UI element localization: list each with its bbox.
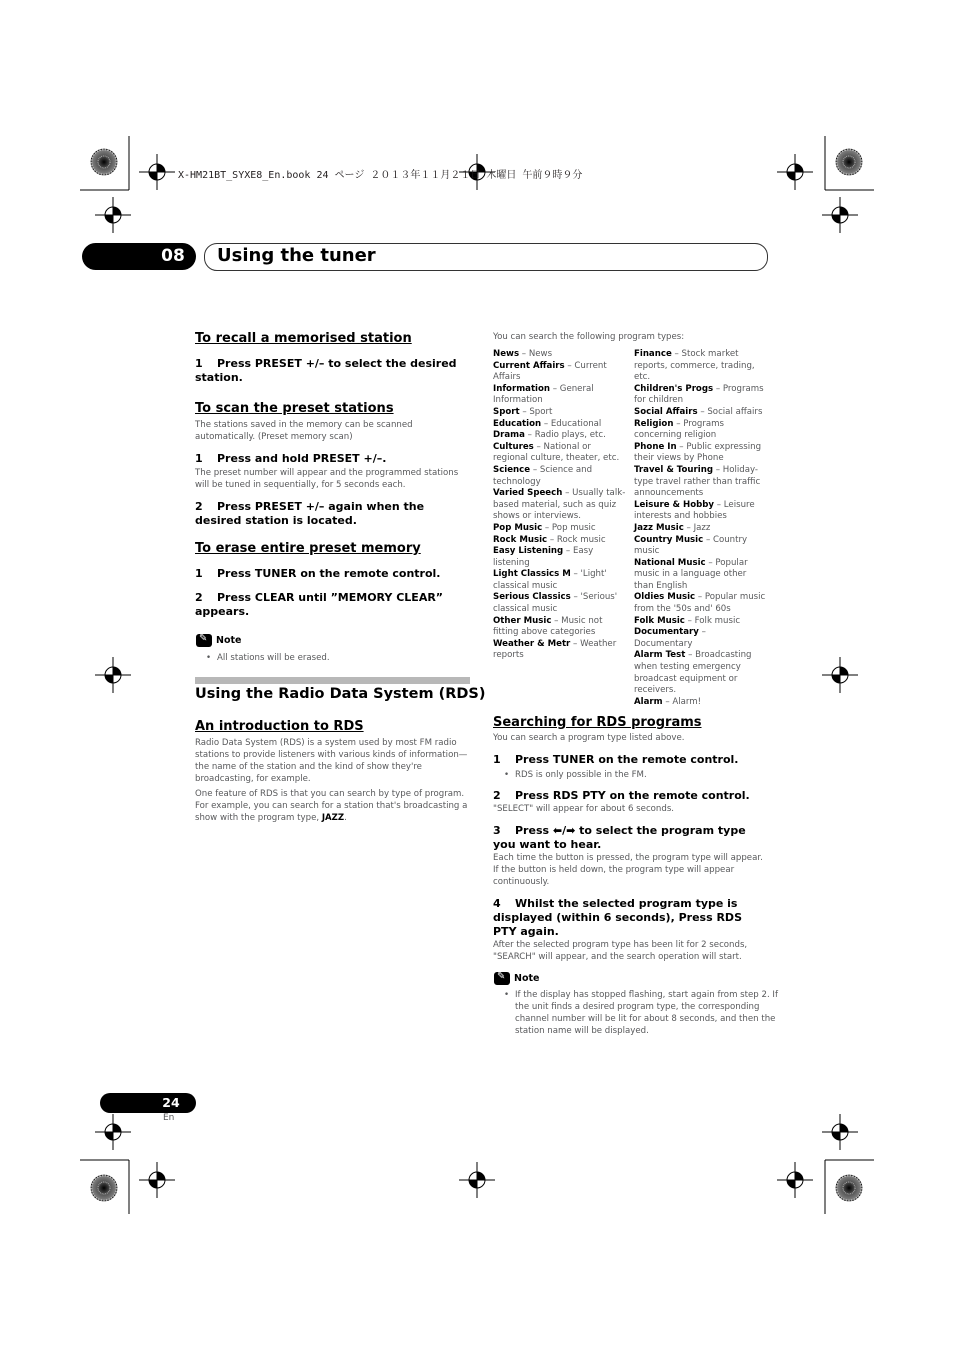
recall-step-1: 1 Press PRESET +/– to select the desired station. bbox=[195, 357, 457, 384]
program-type-name: Information bbox=[493, 383, 551, 394]
program-type-item bbox=[634, 592, 767, 615]
program-type-description: – 'Light' classical music bbox=[493, 569, 607, 591]
program-type-name: Drama bbox=[493, 430, 525, 441]
erase-step-2: 2 Press CLEAR until ”MEMORY CLEAR” appears. bbox=[195, 591, 444, 618]
erase-step-1: 1 Press TUNER on the remote control. bbox=[195, 567, 441, 580]
erase-heading: To erase entire preset memory bbox=[195, 541, 421, 556]
program-type-item bbox=[493, 546, 626, 569]
program-type-name: Other Music bbox=[493, 615, 552, 626]
program-type-description: – Jazz bbox=[683, 522, 711, 533]
program-type-description: – Holiday-type travel rather than traffic announcements bbox=[634, 464, 761, 499]
rds-intro-heading: An introduction to RDS bbox=[195, 719, 364, 734]
program-type-item bbox=[634, 442, 767, 465]
program-type-list-1 bbox=[493, 349, 626, 662]
program-type-item bbox=[634, 465, 767, 500]
program-type-item bbox=[634, 419, 767, 442]
program-type-description: – Broadcasting when testing emergency broadcast equipment or receivers. bbox=[634, 650, 752, 696]
note-item: • All stations will be erased. bbox=[195, 652, 492, 664]
program-type-item bbox=[493, 523, 626, 535]
program-type-item bbox=[493, 465, 626, 488]
program-type-item bbox=[493, 349, 626, 361]
program-type-description: – Current Affairs bbox=[493, 360, 607, 383]
rds-heading: Using the Radio Data System (RDS) bbox=[195, 686, 486, 702]
program-type-name: Current Affairs bbox=[493, 360, 565, 371]
program-type-item bbox=[634, 349, 767, 384]
program-type-description: – Science and technology bbox=[493, 464, 593, 487]
program-type-name: Science bbox=[493, 464, 531, 475]
program-type-description: – Sport bbox=[519, 406, 553, 417]
program-type-item bbox=[493, 616, 626, 639]
program-type-name: Sport bbox=[493, 406, 520, 417]
program-type-name: News bbox=[493, 349, 520, 359]
page-language: En bbox=[163, 1113, 175, 1123]
program-type-name: Phone In bbox=[634, 441, 677, 452]
program-type-item bbox=[493, 639, 626, 662]
scan-heading: To scan the preset stations bbox=[195, 401, 394, 416]
program-type-name: Religion bbox=[634, 418, 674, 429]
print-header-line: X-HM21BT_SYXE8_En.book 24 ページ ２０１３年１１月２１日 木曜日 午前９時９分 bbox=[178, 170, 583, 181]
program-type-description: – 'Serious' classical music bbox=[493, 592, 618, 615]
section-divider bbox=[195, 677, 470, 684]
program-type-description: – Leisure interests and hobbies bbox=[634, 499, 755, 522]
program-type-item bbox=[634, 616, 767, 628]
note-item: • If the display has stopped flashing, start again from step 2. If the unit finds a desired program type, the corresponding channel number will be lit for about 8 seconds, and then the station name will be displayed. bbox=[493, 989, 790, 1037]
chapter-title: Using the tuner bbox=[217, 245, 376, 266]
chapter-number: 08 bbox=[161, 246, 185, 266]
program-type-description: – Popular music in a language other than English bbox=[634, 557, 748, 591]
program-type-name: Pop Music bbox=[493, 522, 543, 533]
program-type-description: – Public expressing their views by Phone bbox=[634, 441, 762, 464]
program-type-name: Finance bbox=[634, 349, 672, 359]
search-heading: Searching for RDS programs bbox=[493, 715, 702, 730]
program-type-name: Easy Listening bbox=[493, 546, 564, 557]
search-step-4-text: After the selected program type has been lit for 2 seconds, "SEARCH" will appear, and the search operation will start. bbox=[493, 940, 748, 962]
note-icon bbox=[196, 634, 212, 647]
program-type-description: – Documentary bbox=[634, 627, 706, 649]
program-type-item bbox=[493, 384, 626, 407]
program-type-name: Folk Music bbox=[634, 615, 685, 626]
program-type-name: Alarm Test bbox=[634, 650, 686, 661]
program-type-description: – Programs concerning religion bbox=[634, 418, 724, 441]
program-type-description: – General Information bbox=[493, 383, 594, 406]
search-step-2: 2 Press RDS PTY on the remote control. bbox=[493, 789, 750, 802]
program-type-item bbox=[634, 650, 767, 696]
program-type-description: – Social affairs bbox=[697, 406, 763, 417]
program-type-item bbox=[493, 407, 626, 419]
search-step-1-bullet: • RDS is only possible in the FM. bbox=[493, 769, 790, 781]
program-type-name: Alarm bbox=[634, 696, 663, 707]
scan-step-2: 2 Press PRESET +/– again when the desired station is located. bbox=[195, 500, 425, 527]
search-intro: You can search a program type listed above. bbox=[493, 733, 685, 743]
program-type-description: – National or regional culture, theater, etc. bbox=[493, 441, 620, 464]
program-type-description: – Popular music from the '50s and' 60s bbox=[634, 592, 766, 615]
program-type-item bbox=[493, 419, 626, 431]
program-type-name: Travel & Touring bbox=[634, 464, 714, 475]
page-number: 24 bbox=[162, 1095, 180, 1110]
recall-heading: To recall a memorised station bbox=[195, 331, 412, 346]
program-type-item bbox=[634, 697, 767, 709]
program-type-name: Documentary bbox=[634, 627, 699, 638]
left-right-arrow-icon: ⬅/➡ bbox=[552, 824, 576, 837]
program-type-description: – Easy listening bbox=[493, 546, 594, 568]
program-type-name: Light Classics M bbox=[493, 569, 571, 580]
note-label: Note bbox=[216, 635, 242, 646]
program-type-item bbox=[493, 592, 626, 615]
program-type-description: – Music not fitting above categories bbox=[493, 615, 603, 638]
program-type-item bbox=[493, 535, 626, 547]
program-type-item bbox=[493, 361, 626, 384]
program-type-item bbox=[634, 535, 767, 558]
program-type-name: Serious Classics bbox=[493, 592, 571, 603]
rds-intro-paragraph-2: One feature of RDS is that you can search by type of program. For example, you can search for a station that's broadcasting a show with the program type, JAZZ. bbox=[195, 789, 468, 823]
program-type-item bbox=[634, 523, 767, 535]
search-step-3-text: Each time the button is pressed, the program type will appear. If the button is held down, the program type will appear continuously. bbox=[493, 853, 763, 887]
program-type-item bbox=[493, 430, 626, 442]
program-type-item bbox=[634, 407, 767, 419]
program-type-name: Leisure & Hobby bbox=[634, 499, 715, 510]
search-step-4: 4 Whilst the selected program type is displayed (within 6 seconds), Press RDS PTY again. bbox=[493, 897, 742, 938]
program-type-name: Social Affairs bbox=[634, 406, 698, 417]
program-type-list-2 bbox=[634, 349, 767, 708]
note-label: Note bbox=[514, 973, 540, 984]
program-type-name: Varied Speech bbox=[493, 488, 563, 499]
program-type-item bbox=[493, 569, 626, 592]
program-type-description: – News bbox=[519, 349, 553, 359]
program-type-name: Education bbox=[493, 418, 542, 429]
program-type-name: Rock Music bbox=[493, 534, 548, 545]
program-type-item bbox=[634, 384, 767, 407]
program-type-description: – Stock market reports, commerce, trading, etc. bbox=[634, 349, 755, 383]
search-step-2-text: "SELECT" will appear for about 6 seconds. bbox=[493, 804, 675, 814]
rds-intro-paragraph-1: Radio Data System (RDS) is a system used by most FM radio stations to provide listeners with various kinds of information—the name of the station and the kind of show they're broadcasting, for example. bbox=[195, 738, 468, 784]
program-type-item bbox=[634, 500, 767, 523]
program-type-item bbox=[493, 442, 626, 465]
program-type-item bbox=[634, 558, 767, 593]
program-types-intro: You can search the following program types: bbox=[493, 332, 685, 342]
program-type-description: – Pop music bbox=[542, 522, 596, 533]
search-step-1: 1 Press TUNER on the remote control. bbox=[493, 753, 739, 766]
search-step-3: 3 Press ⬅/➡ to select the program type you want to hear. bbox=[493, 824, 746, 851]
program-type-name: National Music bbox=[634, 557, 706, 568]
program-type-description: – Weather reports bbox=[493, 638, 617, 661]
program-type-description: – Country music bbox=[634, 534, 748, 557]
program-type-item bbox=[493, 488, 626, 523]
scan-intro: The stations saved in the memory can be scanned automatically. (Preset memory scan) bbox=[195, 420, 413, 442]
note-icon bbox=[494, 972, 510, 985]
program-type-name: Jazz Music bbox=[634, 522, 684, 533]
scan-step-1: 1 Press and hold PRESET +/–. bbox=[195, 452, 387, 465]
program-type-description: – Programs for children bbox=[634, 383, 764, 406]
program-type-item bbox=[634, 627, 767, 650]
program-type-description: – Folk music bbox=[684, 615, 741, 626]
program-type-name: Children's Progs bbox=[634, 383, 714, 394]
program-type-name: Weather & Metr bbox=[493, 638, 571, 649]
program-type-description: – Rock music bbox=[547, 534, 606, 545]
program-type-name: Cultures bbox=[493, 441, 534, 452]
program-type-description: – Radio plays, etc. bbox=[524, 430, 606, 441]
program-type-description: – Educational bbox=[541, 418, 602, 429]
program-type-name: Oldies Music bbox=[634, 592, 696, 603]
program-type-description: – Alarm! bbox=[662, 696, 702, 707]
program-type-name: Country Music bbox=[634, 534, 704, 545]
scan-step-1-text: The preset number will appear and the programmed stations will be tuned in sequentially, for 5 seconds each. bbox=[195, 468, 459, 490]
program-type-description: – Usually talk-based material, such as quiz shows or interviews. bbox=[493, 488, 626, 522]
